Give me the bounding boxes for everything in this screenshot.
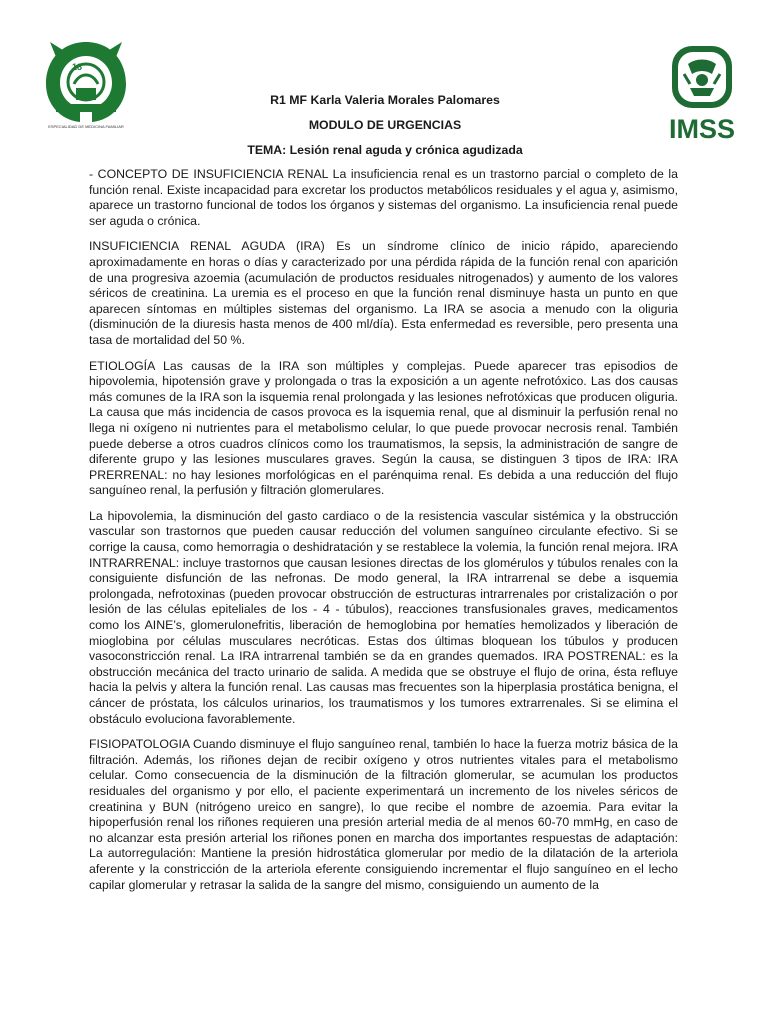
paragraph-concepto: - CONCEPTO DE INSUFICIENCIA RENAL La insuficiencia renal es un trastorno parcial o completo de la función renal. Existe incapacidad para excretar los productos metabólicos residuales y el agua y, asimismo, aparece un trastorno funcional de todos los órganos y sistemas del organismo. La insuficiencia renal puede ser aguda o crónica. xyxy=(89,167,678,228)
topic-line: TEMA: Lesión renal aguda y crónica agudizada xyxy=(247,143,523,157)
imss-logo xyxy=(652,44,752,142)
logo-caption: ESPECIALIDAD DE MEDICINA FAMILIAR xyxy=(48,124,124,129)
module-line: MODULO DE URGENCIAS xyxy=(308,118,462,132)
badge-number: 18 xyxy=(72,62,83,72)
paragraph-ira: INSUFICIENCIA RENAL AGUDA (IRA) Es un síndrome clínico de inicio rápido, apareciendo aproximadamente en horas o días y caracterizado por una pérdida rápida de la función renal con aparición de una progresiva azoemia (acumulación de productos residuales nitrogenados) y aumento de los valores séricos de creatinina. La uremia es el proceso en que la función renal disminuye hasta un punto en que aparecen síntomas en múltiples sistemas del organismo. La IRA se asocia a menudo con la oliguria (disminución de la diuresis hasta menos de 400 ml/día). Esta enfermedad es reversible, pero presenta una tasa de mortalidad del 50 %. xyxy=(89,239,678,347)
document-header xyxy=(140,92,630,167)
imss-wordmark: IMSS xyxy=(668,114,735,144)
medicina-familiar-logo xyxy=(36,38,136,134)
document-body xyxy=(89,167,678,903)
paragraph-tipos-ira: La hipovolemia, la disminución del gasto cardiaco o de la resistencia vascular sistémica y la obstrucción vascular son trastornos que pueden causar reducción del volumen sanguíneo circulante efectivo. Si se corrige la causa, como hemorragia o deshidratación y se restablece la volemia, la función renal mejora. IRA INTRARRENAL: incluye trastornos que causan lesiones directas de los glomérulos y túbulos renales con la consiguiente disfunción de las nefronas. De modo general, la IRA intrarrenal se debe a isquemia prolongada, nefrotoxinas (pueden provocar obstrucción de estructuras intrarrenales por cristalización o por lesión de las células epiteliales de los - 4 - túbulos), reacciones transfusionales graves, medicamentos como los AINE’s, glomerulonefritis, liberación de hemoglobina por hematíes hemolizados y liberación de mioglobina por células musculares necróticas. Estas dos últimas bloquean los túbulos y producen vasoconstricción renal. La IRA intrarrenal también se da en grandes quemados. IRA POSTRENAL: es la obstrucción mecánica del tracto urinario de salida. A medida que se obstruye el flujo de orina, ésta refluye hacia la pelvis y altera la función renal. Las causas mas frecuentes son la hiperplasia prostática benigna, el cáncer de próstata, los cálculos urinarios, los traumatismos y los tumores extrarrenales. Si se elimina el obstáculo evoluciona favorablemente. xyxy=(89,508,678,726)
medicina-familiar-emblem-icon xyxy=(36,38,136,124)
imss-eagle-emblem-icon xyxy=(652,44,752,114)
author-line: R1 MF Karla Valeria Morales Palomares xyxy=(270,93,500,107)
paragraph-fisiopatologia: FISIOPATOLOGIA Cuando disminuye el flujo sanguíneo renal, también lo hace la fuerza motriz básica de la filtración. Además, los riñones dejan de recibir oxígeno y otros nutrientes vitales para el metabolismo celular. Como consecuencia de la disminución de la filtración glomerular, se acumulan los productos residuales del organismo y por ello, el paciente experimentará un incremento de los niveles séricos de creatinina y BUN (nitrógeno ureico en sangre), lo que recibe el nombre de azoemia. Para evitar la hipoperfusión renal los riñones requieren una presión arterial media de al menos 60-70 mmHg, en caso de no alcanzar esta presión arterial los riñones ponen en marcha dos importantes respuestas de adaptación: La autorregulación: Mantiene la presión hidrostática glomerular por medio de la dilatación de la arteriola aferente y la constricción de la arteriola eferente consiguiendo incrementar el flujo sanguíneo en el lecho capilar glomerular y retrasar la salida de la sangre del mismo, consiguiendo un aumento de la xyxy=(89,737,678,892)
paragraph-etiologia: ETIOLOGÍA Las causas de la IRA son múltiples y complejas. Puede aparecer tras episodios de hipovolemia, hipotensión grave y prolongada o tras la exposición a un agente nefrotóxico. Las dos causas más comunes de la IRA son la isquemia renal prolongada y las lesiones nefrotóxicas que producen oliguria. La causa que más incidencia de casos provoca es la isquemia renal, que al disminuir la perfusión renal no llega ni oxígeno ni nutrientes para el metabolismo celular, lo que puede provocar necrosis renal. También puede deberse a otros cuadros clínicos como los traumatismos, la sepsis, la administración de sangre de diferente grupo y las lesiones musculares graves. Según la causa, se distinguen 3 tipos de IRA: IRA PRERRENAL: no hay lesiones morfológicas en el parénquima renal. Es debida a una reducción del flujo sanguíneo renal, la perfusión y filtración glomerulares. xyxy=(89,358,678,498)
